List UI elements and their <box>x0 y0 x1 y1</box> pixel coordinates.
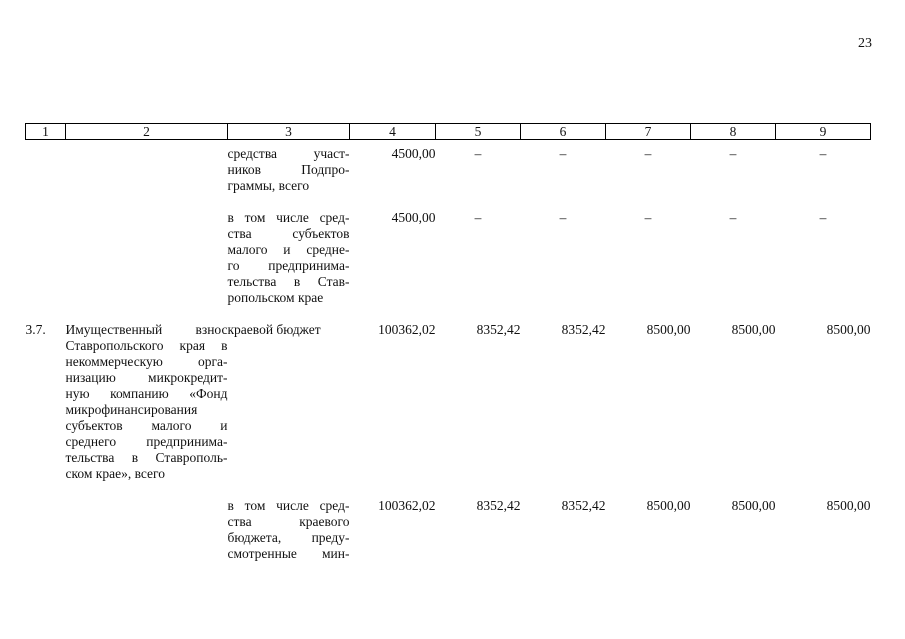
row-source <box>228 322 350 482</box>
value-col-6: – <box>559 146 567 161</box>
source-line: смотренные мин- <box>227 546 350 561</box>
value-col-8: – <box>729 210 737 225</box>
table-row <box>26 140 871 195</box>
table-row <box>26 210 871 306</box>
row-gap <box>26 306 871 322</box>
source-line: го предпринима- <box>227 258 350 273</box>
source-line: малого и средне- <box>227 242 350 257</box>
source-line: средства участ- <box>227 146 350 161</box>
row-source <box>228 498 350 562</box>
source-line: ников Подпро- <box>227 162 350 177</box>
value-col-5: 8352,42 <box>476 322 521 337</box>
name-line: микрофинансирования <box>65 402 198 417</box>
table-row <box>26 498 871 562</box>
value-col-8: 8500,00 <box>731 498 776 513</box>
header-col-4: 4 <box>350 124 436 140</box>
value-col-9: – <box>819 146 827 161</box>
row-number <box>26 498 66 562</box>
value-col-6: 8352,42 <box>561 322 606 337</box>
value-col-7: 8500,00 <box>646 498 691 513</box>
row-number: 3.7. <box>25 322 46 337</box>
value-total: 100362,02 <box>378 498 436 513</box>
name-line: Ставропольского края в <box>65 338 228 353</box>
header-col-1: 1 <box>26 124 66 140</box>
row-source <box>228 140 350 195</box>
source-line: ства краевого <box>227 514 350 529</box>
name-line: низацию микрокредит- <box>65 370 228 385</box>
source-line: бюджета, преду- <box>227 530 350 545</box>
value-col-6: 8352,42 <box>561 498 606 513</box>
header-col-8: 8 <box>691 124 776 140</box>
value-col-9: 8500,00 <box>826 498 871 513</box>
source-line: тельства в Став- <box>227 274 350 289</box>
name-line: тельства в Ставрополь- <box>65 450 228 465</box>
value-col-5: – <box>474 210 482 225</box>
row-gap <box>26 482 871 498</box>
source-line: граммы, всего <box>227 178 310 193</box>
row-name <box>66 140 228 195</box>
name-line: ную компанию «Фонд <box>65 386 228 401</box>
row-name <box>66 210 228 306</box>
value-col-8: – <box>729 146 737 161</box>
value-col-5: 8352,42 <box>476 498 521 513</box>
source-line: в том числе сред- <box>227 498 350 513</box>
header-col-7: 7 <box>606 124 691 140</box>
header-col-9: 9 <box>776 124 871 140</box>
name-line: среднего предпринима- <box>65 434 228 449</box>
row-gap <box>26 194 871 210</box>
source-line: краевой бюджет <box>227 322 321 337</box>
header-col-3: 3 <box>228 124 350 140</box>
value-col-7: 8500,00 <box>646 322 691 337</box>
value-col-9: 8500,00 <box>826 322 871 337</box>
source-line: ропольском крае <box>227 290 324 305</box>
table-row <box>26 322 871 482</box>
row-name <box>66 498 228 562</box>
row-number <box>26 210 66 306</box>
value-total: 100362,02 <box>378 322 436 337</box>
name-line: субъектов малого и <box>65 418 228 433</box>
row-name <box>66 322 228 482</box>
value-col-5: – <box>474 146 482 161</box>
source-line: в том числе сред- <box>227 210 350 225</box>
header-col-5: 5 <box>436 124 521 140</box>
row-number <box>26 140 66 195</box>
name-line: Имущественный взнос <box>65 322 228 337</box>
budget-table <box>25 123 871 562</box>
value-col-7: – <box>644 146 652 161</box>
value-col-8: 8500,00 <box>731 322 776 337</box>
name-line: ском крае», всего <box>65 466 165 481</box>
source-line: ства субъектов <box>227 226 350 241</box>
value-total: 4500,00 <box>391 146 436 161</box>
row-source <box>228 210 350 306</box>
header-col-6: 6 <box>521 124 606 140</box>
name-line: некоммерческую орга- <box>65 354 228 369</box>
value-col-6: – <box>559 210 567 225</box>
value-col-9: – <box>819 210 827 225</box>
header-row <box>26 124 871 140</box>
header-col-2: 2 <box>66 124 228 140</box>
value-total: 4500,00 <box>391 210 436 225</box>
page-number: 23 <box>858 36 872 51</box>
value-col-7: – <box>644 210 652 225</box>
